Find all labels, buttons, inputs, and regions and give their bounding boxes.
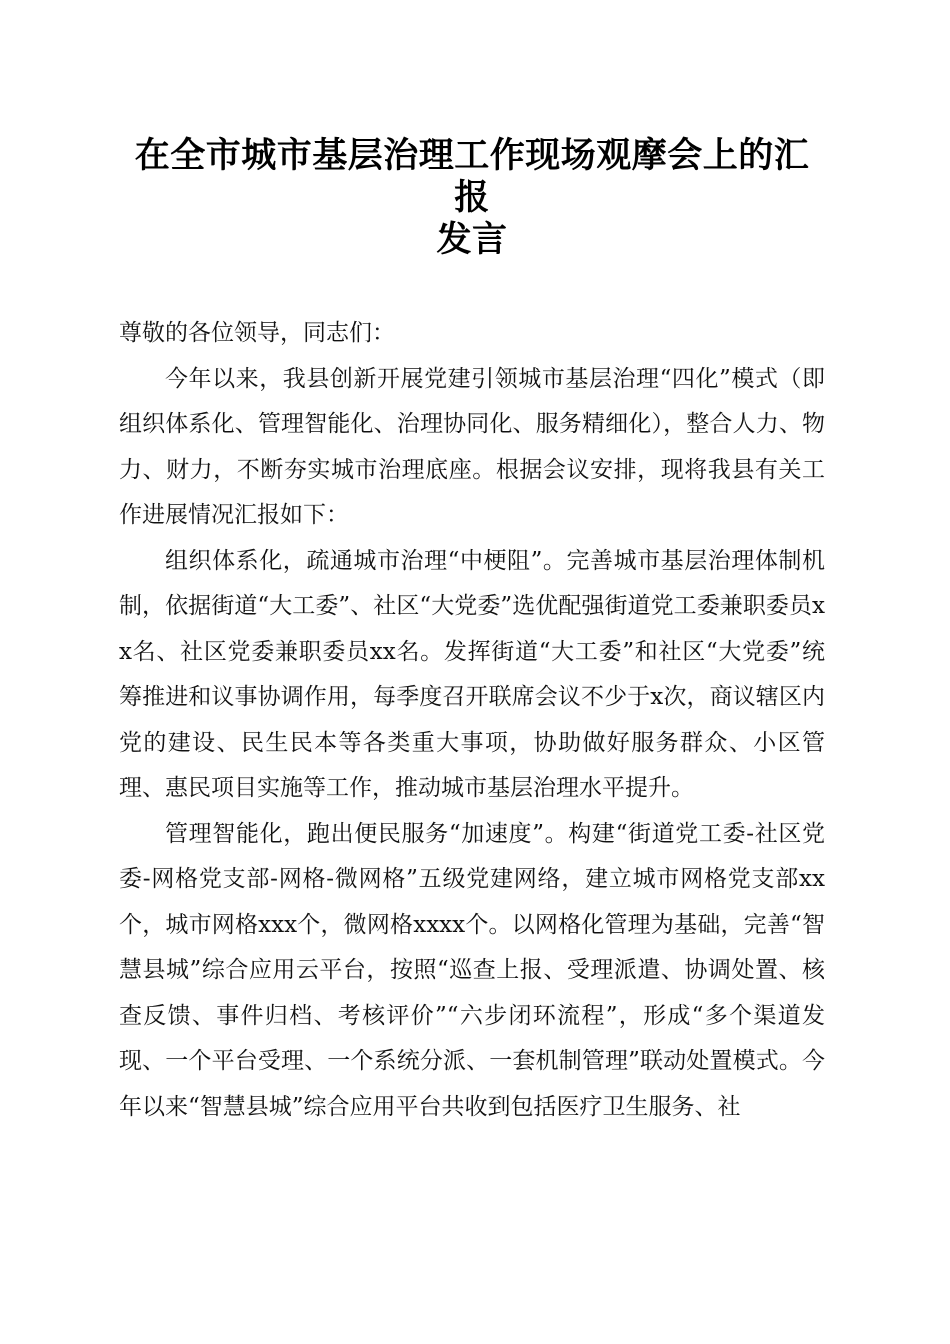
salutation: 尊敬的各位领导，同志们：: [119, 320, 395, 346]
paragraph-organization: 组织体系化，疏通城市治理“中梗阻”。完善城市基层治理体制机制，依据街道“大工委”、社区“大党委”选优配强街道党工委兼职委员xx名、社区党委兼职委员xx名。发挥街道“大工委”和社区“大党委”统筹推进和议事协调作用，每季度召开联席会议不少于x次，商议辖区内党的建设、民生民本等各类重大事项，协助做好服务群众、小区管理、惠民项目实施等工作，推动城市基层治理水平提升。: [119, 547, 825, 801]
paragraph-intro: 今年以来，我县创新开展党建引领城市基层治理“四化”模式（即组织体系化、管理智能化、治理协同化、服务精细化），整合人力、物力、财力，不断夯实城市治理底座。根据会议安排，现将我县有关工作进展情况汇报如下：: [119, 365, 825, 528]
paragraph-management: 管理智能化，跑出便民服务“加速度”。构建“街道党工委-社区党委-网格党支部-网格-微网格”五级党建网络，建立城市网格党支部xx个，城市网格xxx个，微网格xxxx个。以网格化管理为基础，完善“智慧县城”综合应用云平台，按照“巡查上报、受理派遣、协调处置、核查反馈、事件归档、考核评价”“六步闭环流程”，形成“多个渠道发现、一个平台受理、一个系统分派、一套机制管理”联动处置模式。今年以来“智慧县城”综合应用平台共收到包括医疗卫生服务、社: [119, 820, 825, 1120]
document-title-line-1: 在全市城市基层治理工作现场观摩会上的汇报: [134, 135, 810, 218]
document-title: [119, 135, 825, 261]
document-body: [119, 311, 825, 1130]
document-page: [119, 135, 825, 1130]
document-title-line-2: 发言: [436, 219, 508, 260]
